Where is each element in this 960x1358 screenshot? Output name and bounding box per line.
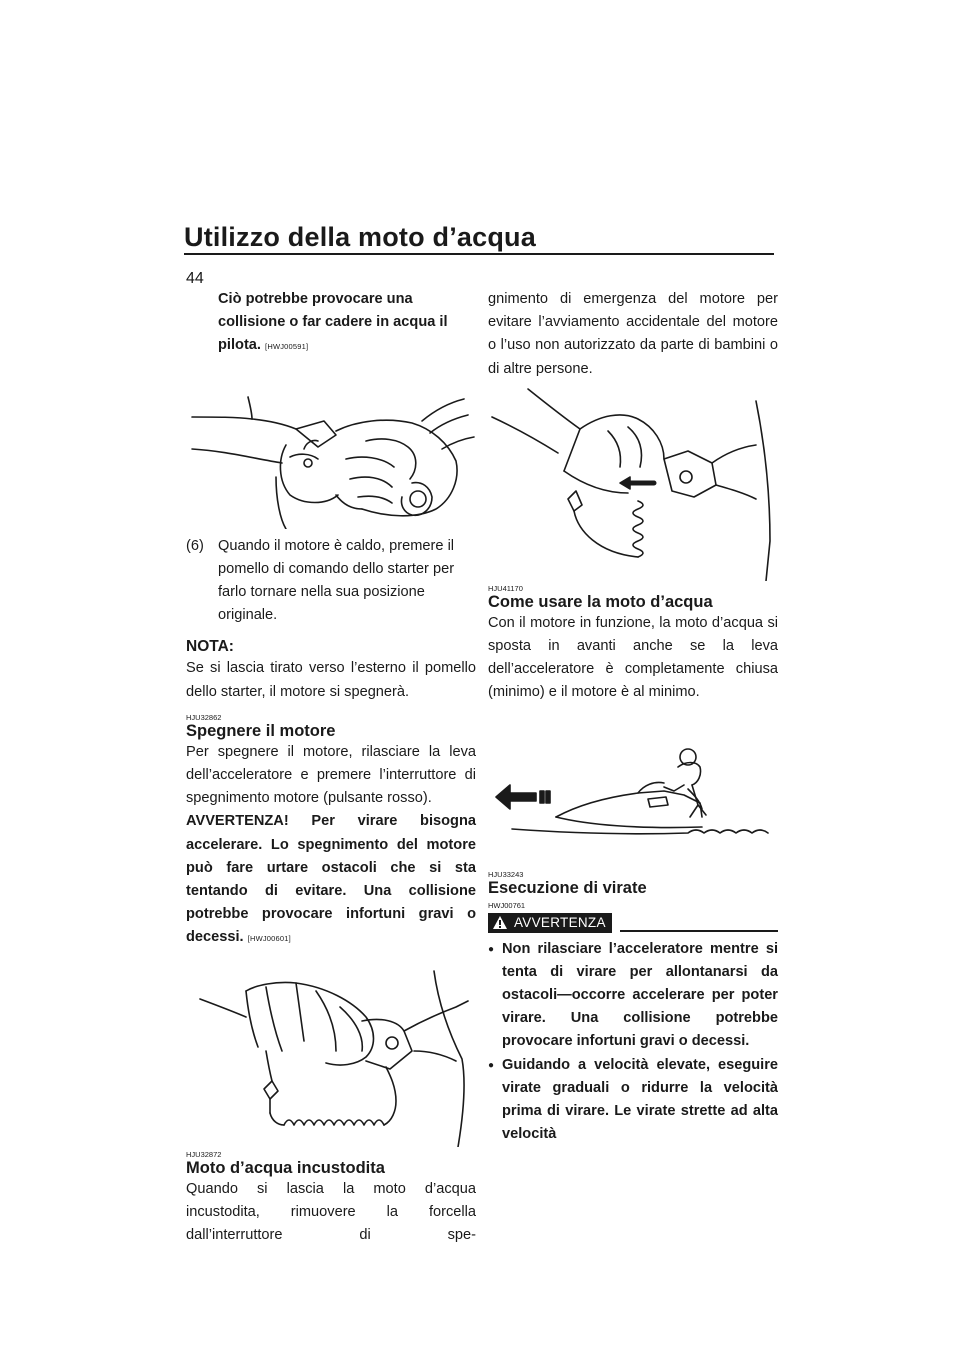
note-text: Se si lascia tirato verso l’esterno il pomello dello starter, il motore si spegnerà. xyxy=(186,660,476,700)
note-title: NOTA: xyxy=(186,638,234,656)
warning-label: AVVERTENZA xyxy=(514,915,606,931)
title-rule xyxy=(184,253,774,255)
warning-code: HWJ00761 xyxy=(488,900,526,910)
page-number: 44 xyxy=(186,270,204,287)
unattended-text: Quando si lascia la moto d’acqua incustodita, rimuovere la forcella dall’interruttore di spe- xyxy=(186,1180,476,1244)
stop-engine-warning-text: AVVERTENZA! Per virare bisogna accelerare. Lo spegnimento del motore può fare urtare ostacoli che si sta tentando di evitare. Una collisione potrebbe provocare infortuni gravi o decessi. xyxy=(186,813,476,946)
section-title-how-to-use: Come usare la moto d’acqua xyxy=(488,592,713,611)
warning-bullet-2-text: Guidando a velocità elevate, eseguire virate graduali o ridurre la velocità prima di virare. Le virate strette ad alta velocità xyxy=(502,1056,778,1143)
section-title-unattended: Moto d’acqua incustodita xyxy=(186,1158,385,1177)
bullet-icon: ● xyxy=(488,1059,495,1071)
section-code: HJU32862 xyxy=(186,712,222,722)
warning-label-box xyxy=(488,913,612,933)
warning-rule xyxy=(620,930,778,932)
step-6-number: (6) xyxy=(186,537,204,554)
section-code: HJU33243 xyxy=(488,869,524,879)
page-title: Utilizzo della moto d’acqua xyxy=(184,222,536,252)
bullet-icon: ● xyxy=(488,943,495,955)
right-column xyxy=(488,288,778,1146)
section-code: HJU32872 xyxy=(186,1149,222,1159)
lanyard-clip-illustration xyxy=(186,951,476,1147)
section-title-stop-engine: Spegnere il motore xyxy=(186,721,336,740)
remove-clip-illustration xyxy=(488,381,778,581)
warning-bullet-1 xyxy=(488,938,778,1054)
intro-warning-code: [HWJ00591] xyxy=(265,342,309,352)
starter-knob-illustration xyxy=(186,359,476,529)
intro-warning xyxy=(186,288,476,359)
stop-engine-warning-code: [HWJ00601] xyxy=(247,934,291,944)
section-title-turning: Esecuzione di virate xyxy=(488,878,647,897)
warning-bullet-1-text: Non rilasciare l’acceleratore mentre si tenta di virare per allontanarsi da ostacoli—occorre accelerare per poter virare. Una collisione potrebbe provocare infortuni gravi o decessi. xyxy=(502,940,778,1050)
left-column xyxy=(186,288,476,1247)
stop-engine-warning xyxy=(186,810,476,950)
stop-engine-text: Per spegnere il motore, rilasciare la leva dell’acceleratore e premere l’interruttore di spegnimento motore (pulsante rosso). xyxy=(186,743,476,807)
unattended-continued-text: gnimento di emergenza del motore per evitare l’avviamento accidentale del motore o l’uso non autorizzato da parte di bambini o di altre persone. xyxy=(488,291,778,377)
warning-bullet-2 xyxy=(488,1054,778,1147)
step-6-text: Quando il motore è caldo, premere il pomello di comando dello starter per farlo tornare nella sua posizione originale. xyxy=(218,537,455,624)
section-code: HJU41170 xyxy=(488,583,523,593)
how-to-use-text: Con il motore in funzione, la moto d’acqua si sposta in avanti anche se la leva dell’acceleratore è completamente chiusa (minimo) e il motore è al minimo. xyxy=(488,614,778,701)
step-6 xyxy=(186,535,476,628)
warning-header xyxy=(488,912,778,934)
warning-triangle-icon xyxy=(492,915,508,930)
watercraft-moving-illustration xyxy=(488,705,778,877)
intro-warning-text: Ciò potrebbe provocare una collisione o far cadere in acqua il pilota. xyxy=(218,291,448,354)
